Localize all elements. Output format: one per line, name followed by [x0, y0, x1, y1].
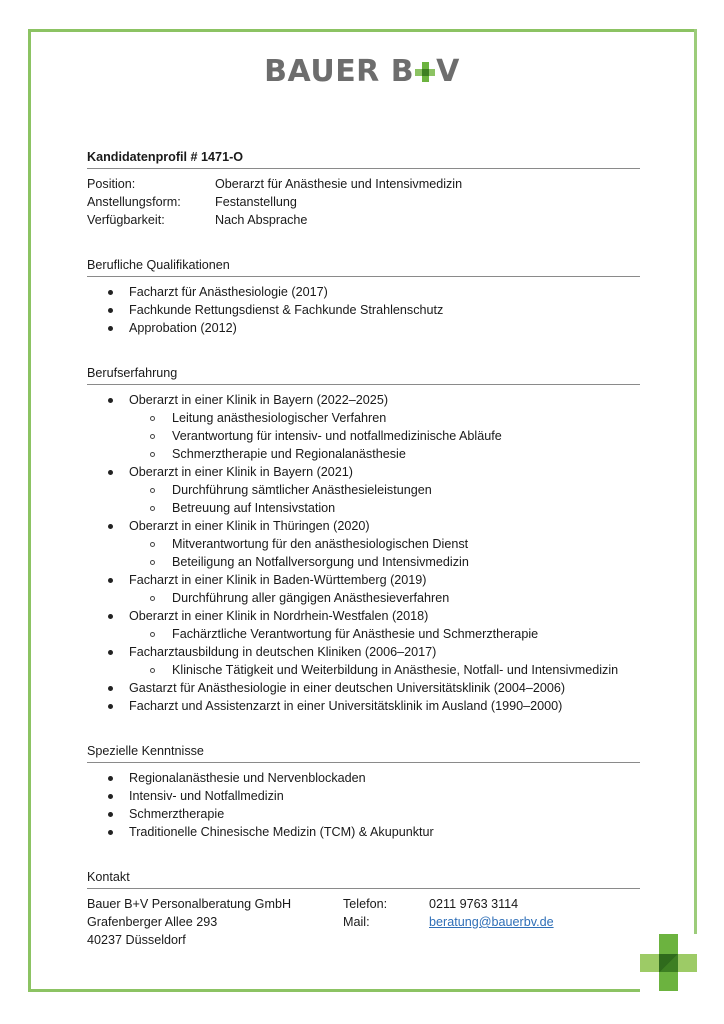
field-label: Verfügbarkeit: [87, 213, 165, 227]
mail-link[interactable]: beratung@bauerbv.de [429, 915, 554, 929]
profile-fields [87, 175, 640, 229]
list-item: Intensiv- und Notfallmedizin [87, 787, 640, 805]
experience-detail: Leitung anästhesiologischer Verfahren [87, 409, 640, 427]
page-border-left [28, 29, 31, 992]
experience-detail: Verantwortung für intensiv- und notfallmedizinische Abläufe [87, 427, 640, 445]
experience-item: Oberarzt in einer Klinik in Bayern (2022–2025) [87, 391, 640, 409]
contact-heading: Kontakt [87, 868, 640, 889]
logo-text-right: V [436, 54, 460, 89]
qualifications-list [87, 283, 640, 337]
logo-text-left: BAUER B [264, 54, 415, 89]
skills-list [87, 769, 640, 841]
mail-label: Mail: [343, 915, 370, 929]
field-value: Nach Absprache [215, 213, 308, 227]
list-item: Traditionelle Chinesische Medizin (TCM) & Akupunktur [87, 823, 640, 841]
phone-number: 0211 9763 3114 [429, 897, 519, 911]
document-body [87, 148, 640, 949]
contact-city: 40237 Düsseldorf [87, 933, 186, 947]
field-row-employment-type [87, 193, 640, 211]
experience-detail: Klinische Tätigkeit und Weiterbildung in Anästhesie, Notfall- und Intensivmedizin [87, 661, 640, 679]
list-item: Schmerztherapie [87, 805, 640, 823]
experience-detail: Durchführung sämtlicher Anästhesieleistungen [87, 481, 640, 499]
list-item: Facharzt für Anästhesiologie (2017) [87, 283, 640, 301]
logo-plus-icon [415, 61, 435, 83]
field-row-availability [87, 211, 640, 229]
experience-list [87, 391, 640, 715]
contact-street: Grafenberger Allee 293 [87, 915, 218, 929]
list-item: Fachkunde Rettungsdienst & Fachkunde Strahlenschutz [87, 301, 640, 319]
experience-item: Facharztausbildung in deutschen Kliniken (2006–2017) [87, 643, 640, 661]
experience-item: Facharzt und Assistenzarzt in einer Universitätsklinik im Ausland (1990–2000) [87, 697, 640, 715]
list-item: Approbation (2012) [87, 319, 640, 337]
experience-item: Oberarzt in einer Klinik in Bayern (2021) [87, 463, 640, 481]
field-row-position [87, 175, 640, 193]
experience-detail: Fachärztliche Verantwortung für Anästhesie und Schmerztherapie [87, 625, 640, 643]
experience-detail: Beteiligung an Notfallversorgung und Intensivmedizin [87, 553, 640, 571]
experience-detail: Durchführung aller gängigen Anästhesieverfahren [87, 589, 640, 607]
qualifications-heading: Berufliche Qualifikationen [87, 256, 640, 277]
profile-title: Kandidatenprofil # 1471-O [87, 148, 640, 169]
experience-item: Oberarzt in einer Klinik in Thüringen (2020) [87, 517, 640, 535]
skills-heading: Spezielle Kenntnisse [87, 742, 640, 763]
contact-channels [343, 895, 554, 949]
experience-item: Gastarzt für Anästhesiologie in einer deutschen Universitätsklinik (2004–2006) [87, 679, 640, 697]
company-logo [0, 54, 724, 89]
experience-item: Facharzt in einer Klinik in Baden-Württemberg (2019) [87, 571, 640, 589]
experience-item: Oberarzt in einer Klinik in Nordrhein-Westfalen (2018) [87, 607, 640, 625]
contact-company: Bauer B+V Personalberatung GmbH [87, 897, 292, 911]
list-item: Regionalanästhesie und Nervenblockaden [87, 769, 640, 787]
contact-block [87, 895, 640, 949]
page-border-top [28, 29, 697, 32]
experience-heading: Berufserfahrung [87, 364, 640, 385]
field-label: Anstellungsform: [87, 195, 181, 209]
contact-address [87, 895, 343, 949]
field-value: Oberarzt für Anästhesie und Intensivmedizin [215, 177, 463, 191]
experience-detail: Schmerztherapie und Regionalanästhesie [87, 445, 640, 463]
experience-detail: Betreuung auf Intensivstation [87, 499, 640, 517]
field-label: Position: [87, 177, 136, 191]
page-border-bottom [28, 989, 640, 992]
phone-label: Telefon: [343, 897, 388, 911]
brand-cross-icon [640, 934, 697, 991]
field-value: Festanstellung [215, 195, 297, 209]
experience-detail: Mitverantwortung für den anästhesiologischen Dienst [87, 535, 640, 553]
page-border-right [694, 29, 697, 934]
